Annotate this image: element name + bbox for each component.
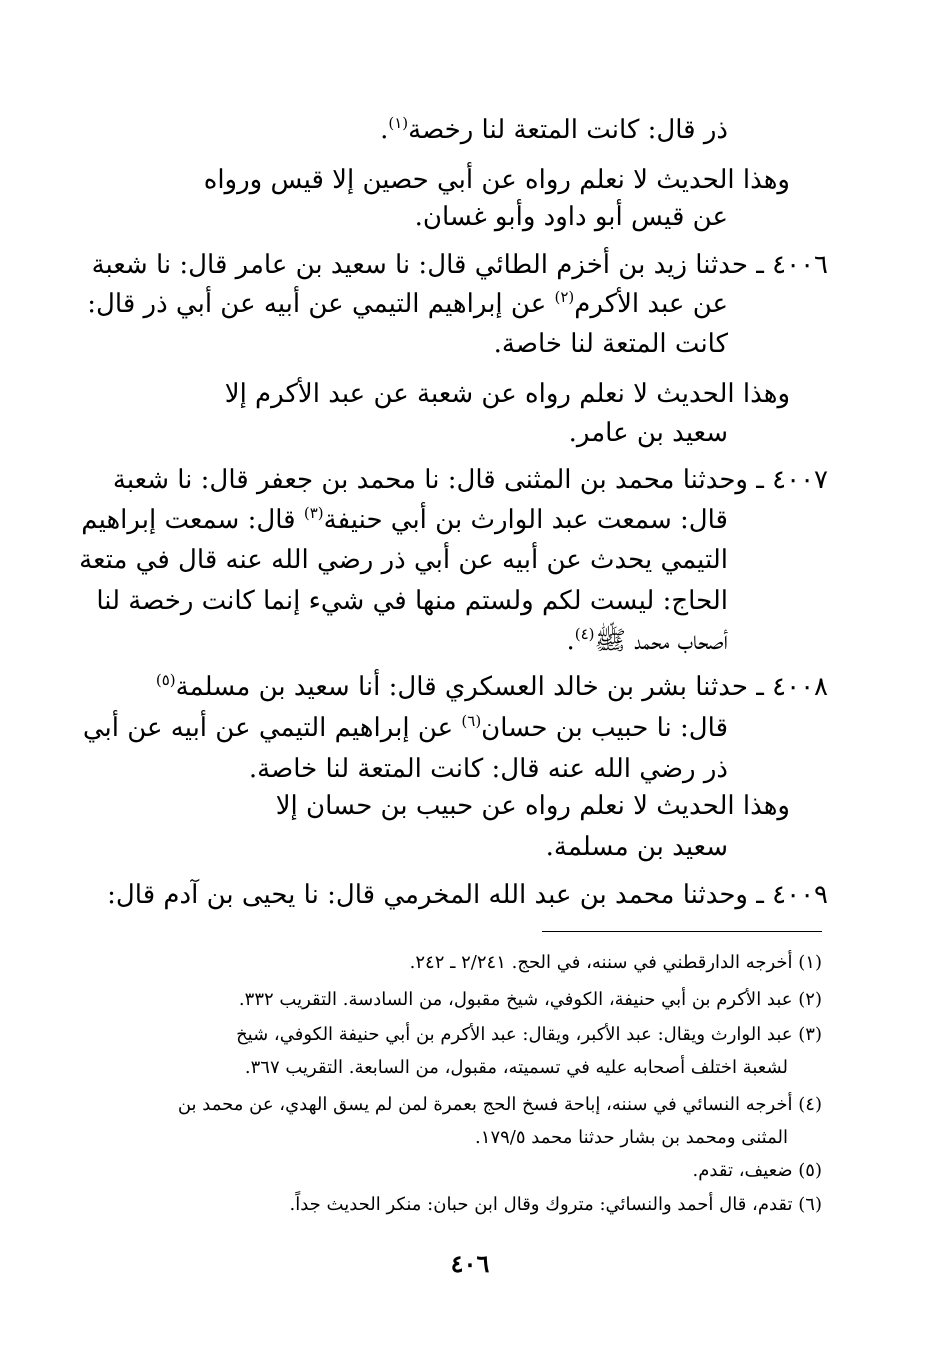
text-line: أصحاب محمد ﷺ$^{(٤)}$.	[566, 625, 728, 656]
text-line: قال: سمعت عبد الوارث بن أبي حنيفة$^{(٣)}$ قال: سمعت إبراهيم	[81, 504, 728, 535]
footnote-4-cont: المثنى ومحمد بن بشار حدثنا محمد ١٧٩/٥.	[475, 1127, 788, 1148]
footnote-ref: (٤)	[574, 625, 595, 643]
page-number: ٤٠٦	[450, 1249, 490, 1278]
text-line: وهذا الحديث لا نعلم رواه عن أبي حصين إلا قيس ورواه	[203, 165, 790, 195]
footnote-1: (١) أخرجه الدارقطني في سننه، في الحج. ٢/٢٤١ ـ ٢٤٢.	[409, 952, 822, 973]
text-line: ذر قال: كانت المتعة لنا رخصة$^{(١)}$.	[380, 114, 728, 145]
hadith-4007: ٤٠٠٧ ـ وحدثنا محمد بن المثنى قال: نا محمد بن جعفر قال: نا شعبة	[112, 465, 828, 495]
footnote-ref: (٦)	[461, 712, 482, 730]
text-line: وهذا الحديث لا نعلم رواه عن شعبة عن عبد الأكرم إلا	[224, 379, 790, 409]
text-line: عن قيس أبو داود وأبو غسان.	[414, 202, 728, 232]
hadith-4009: ٤٠٠٩ ـ وحدثنا محمد بن عبد الله المخرمي قال: نا يحيى بن آدم قال:	[107, 880, 828, 910]
text-line: سعيد بن مسلمة.	[545, 832, 728, 862]
text-line: قال: نا حبيب بن حسان$^{(٦)}$ عن إبراهيم التيمي عن أبيه عن أبي	[82, 712, 728, 743]
text-line: التيمي يحدث عن أبيه عن أبي ذر رضي الله عنه قال في متعة	[79, 545, 728, 575]
text-line: الحاج: ليست لكم ولستم منها في شيء إنما كانت رخصة لنا	[96, 586, 728, 616]
footnote-ref: (٢)	[554, 288, 575, 306]
footnote-5: (٥) ضعيف، تقدم.	[692, 1160, 822, 1181]
hadith-4006: ٤٠٠٦ ـ حدثنا زيد بن أخزم الطائي قال: نا سعيد بن عامر قال: نا شعبة	[91, 250, 828, 280]
text-line: وهذا الحديث لا نعلم رواه عن حبيب بن حسان إلا	[275, 791, 790, 821]
footnote-3-cont: لشعبة اختلف أصحابه عليه في تسميته، مقبول، من السابعة. التقريب ٣٦٧.	[244, 1057, 788, 1078]
footnote-4: (٤) أخرجه النسائي في سننه، إباحة فسخ الحج بعمرة لمن لم يسق الهدي، عن محمد بن	[177, 1094, 822, 1115]
footnote-separator	[542, 931, 822, 932]
text-line: عن عبد الأكرم$^{(٢)}$ عن إبراهيم التيمي عن أبيه عن أبي ذر قال:	[87, 288, 728, 319]
footnote-6: (٦) تقدم، قال أحمد والنسائي: متروك وقال ابن حبان: منكر الحديث جداً.	[289, 1194, 822, 1215]
footnote-3: (٣) عبد الوارث ويقال: عبد الأكبر، ويقال: عبد الأكرم بن أبي حنيفة الكوفي، شيخ	[236, 1024, 822, 1045]
footnote-2: (٢) عبد الأكرم بن أبي حنيفة، الكوفي، شيخ مقبول، من السادسة. التقريب ٣٣٢.	[238, 989, 822, 1010]
footnote-ref: (١)	[388, 114, 409, 132]
text-line: ذر رضي الله عنه قال: كانت المتعة لنا خاصة.	[248, 754, 728, 784]
footnote-ref: (٥)	[155, 671, 176, 689]
hadith-4008: ٤٠٠٨ ـ حدثنا بشر بن خالد العسكري قال: أنا سعيد بن مسلمة$^{(٥)}$	[155, 671, 828, 702]
text-line: سعيد بن عامر.	[568, 418, 728, 448]
text-line: كانت المتعة لنا خاصة.	[493, 329, 728, 359]
footnote-ref: (٣)	[303, 504, 324, 522]
